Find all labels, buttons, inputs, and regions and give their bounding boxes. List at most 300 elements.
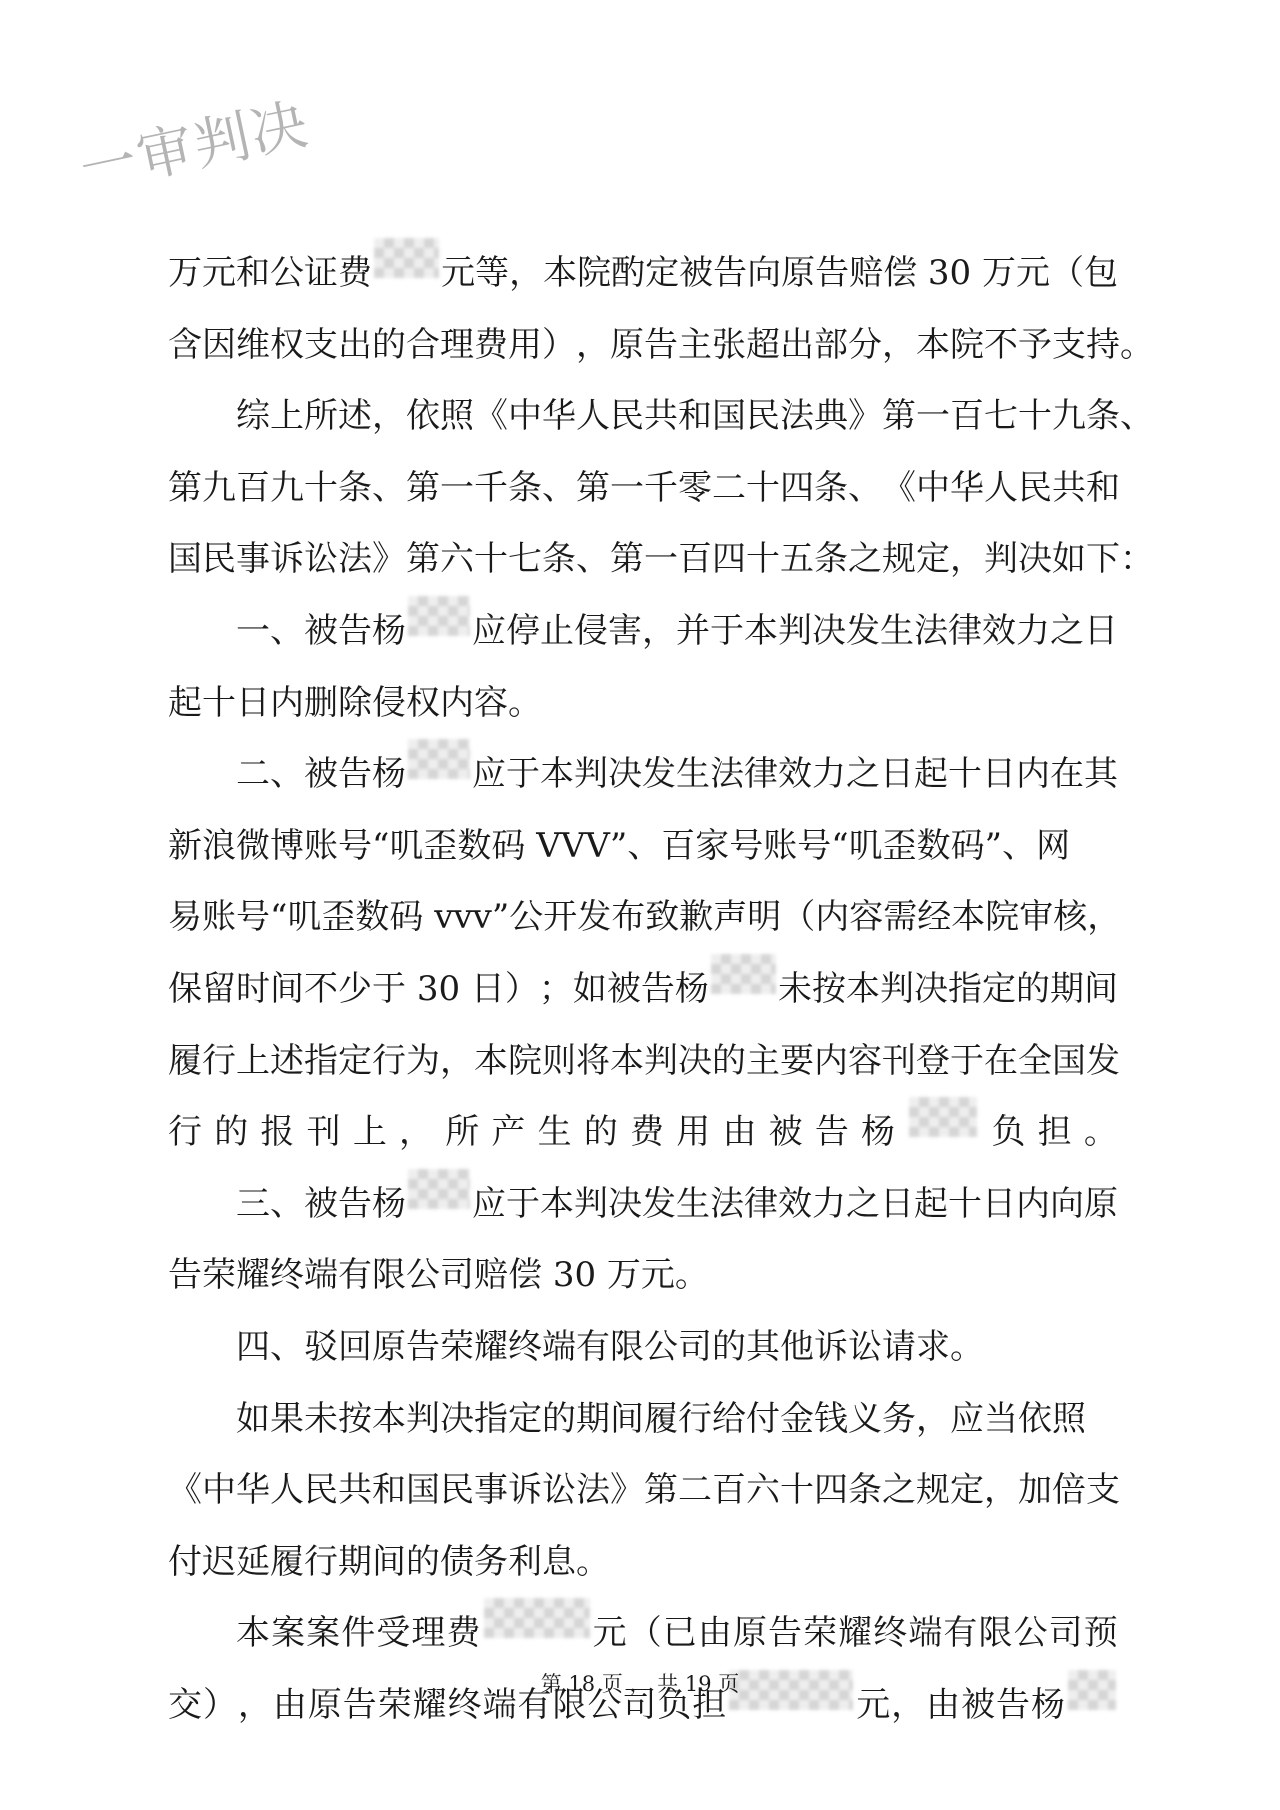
text-char: 的 [542, 1398, 576, 1439]
text-char: 浪 [202, 825, 236, 866]
text-char: 杨 [674, 968, 709, 1009]
text-char: 依 [406, 396, 440, 437]
text-char: 期 [1050, 968, 1084, 1009]
text-char: 定 [338, 1040, 372, 1081]
text-char: 端 [542, 1326, 576, 1367]
text-char: 本 [916, 324, 950, 365]
text-char: 有 [517, 1684, 552, 1725]
text-char: 》 [610, 1470, 644, 1511]
text-char: 号 [236, 897, 270, 938]
text-char: 人 [270, 1470, 304, 1511]
text-char: 全 [1018, 1040, 1052, 1081]
text-char: 九 [202, 467, 236, 508]
text-char: 主 [678, 324, 712, 365]
text-char: 本 [372, 1398, 406, 1439]
text-char: 的 [1016, 968, 1050, 1009]
text-char: 荣 [377, 1684, 412, 1725]
text-char: 照 [440, 396, 474, 437]
text-char: 之 [846, 754, 880, 795]
text-char: 判 [984, 539, 1018, 580]
text-char: 付 [746, 1398, 780, 1439]
text-char [596, 1240, 607, 1312]
text-char: 万 [606, 1255, 641, 1296]
text-char: 期 [576, 1398, 610, 1439]
text-line [168, 1455, 1118, 1527]
page-number-footer: 第 18 页 ， 共 19 页 [540, 1672, 740, 1696]
text-char: 延 [236, 1541, 270, 1582]
text-char: 元 [856, 1684, 891, 1725]
text-char: 偿 [508, 1255, 542, 1296]
text-char: 。 [576, 1541, 610, 1582]
text-char: 费 [630, 1112, 665, 1153]
text-char: 荣 [440, 1326, 474, 1367]
text-char: 3 [927, 253, 950, 293]
text-char: 少 [338, 968, 372, 1009]
text-char: 由 [272, 1684, 307, 1725]
text-char: 支 [1052, 324, 1086, 365]
text-char: 荣 [803, 1613, 838, 1654]
text-char: 二 [712, 467, 746, 508]
text-char: 张 [712, 324, 746, 365]
redacted-mosaic [484, 1598, 590, 1638]
text-char: 效 [778, 1183, 812, 1224]
text-char: 杨 [372, 754, 406, 795]
text-char: ， [642, 610, 676, 651]
redacted-mosaic [408, 1169, 470, 1209]
text-line [168, 1527, 1118, 1599]
text-char: 件 [341, 1613, 376, 1654]
text-char: 生 [880, 610, 914, 651]
text-char: 院 [950, 324, 984, 365]
text-char: 被 [679, 253, 714, 293]
text-char: 一 [610, 467, 644, 508]
text-char: 百 [712, 1470, 746, 1511]
text-char: 分 [848, 324, 882, 365]
text-char: 权 [270, 324, 304, 365]
text-char: 本 [951, 897, 986, 938]
text-char: 履 [168, 1040, 202, 1081]
text-char: 、 [270, 1183, 304, 1224]
text-char: 未 [778, 968, 812, 1009]
text-char: 发 [846, 610, 880, 651]
text-char: 力 [812, 754, 846, 795]
text-char: ， [372, 396, 406, 437]
text-line [168, 811, 1118, 883]
text-char: 司 [678, 1326, 712, 1367]
text-char: 告 [640, 968, 675, 1009]
text-char: 二 [678, 1470, 712, 1511]
text-line [168, 668, 1118, 740]
text-char: 诉 [270, 539, 304, 580]
text-char: 码 [389, 897, 424, 938]
text-char [423, 882, 434, 954]
text-char: 于 [506, 1183, 540, 1224]
text-char: 3 [552, 1255, 575, 1296]
text-char: 应 [950, 1398, 984, 1439]
text-char: ” [491, 897, 510, 938]
text-char: 驳 [304, 1326, 338, 1367]
text-char: 费 [446, 1613, 481, 1654]
text-char: 公 [1013, 1613, 1048, 1654]
text-char: 倍 [1052, 1470, 1086, 1511]
text-char: 效 [982, 610, 1016, 651]
text-line [168, 1384, 1118, 1456]
text-char: 出 [780, 324, 814, 365]
text-char: 按 [338, 1398, 372, 1439]
text-char: 予 [1018, 324, 1052, 365]
text-char: 耀 [412, 1684, 447, 1725]
text-char: 国 [168, 539, 202, 580]
text-char: 司 [622, 1684, 657, 1725]
text-char: 律 [744, 1183, 778, 1224]
text-char: 支 [304, 324, 338, 365]
text-char: 零 [678, 467, 712, 508]
text-char: 律 [744, 754, 778, 795]
text-char: 开 [543, 897, 578, 938]
text-char: 费 [338, 253, 372, 293]
text-char: 费 [474, 324, 508, 365]
text-char: 由 [722, 1112, 757, 1153]
text-char: 于 [372, 968, 406, 1009]
text-char: 》 [372, 539, 406, 580]
text-char: 和 [678, 396, 712, 437]
text-char: 其 [746, 1326, 780, 1367]
text-char: 决 [440, 1398, 474, 1439]
text-char: ， [916, 1398, 950, 1439]
text-char: 之 [848, 539, 882, 580]
text-char: 息 [542, 1541, 576, 1582]
text-char: 条 [508, 467, 542, 508]
text-char: 等 [475, 253, 510, 293]
text-char: 耀 [474, 1326, 508, 1367]
text-char: 第 [610, 539, 644, 580]
text-char: 付 [168, 1541, 202, 1582]
text-char: 应 [472, 610, 506, 651]
text-char: 十 [780, 1470, 814, 1511]
text-char: 判 [644, 1040, 678, 1081]
text-char: 百 [678, 539, 712, 580]
text-char: 限 [610, 1326, 644, 1367]
text-char: 诉 [508, 1470, 542, 1511]
text-char: 十 [474, 539, 508, 580]
text-char: 述 [270, 1040, 304, 1081]
text-char: ” [984, 825, 1003, 866]
text-char: 限 [372, 1255, 406, 1296]
text-char: 百 [661, 825, 696, 866]
text-char: 部 [814, 324, 848, 365]
text-char: 杨 [372, 610, 406, 651]
text-char: 上 [236, 1040, 270, 1081]
text-char: 条 [814, 539, 848, 580]
text-char: 生 [537, 1112, 572, 1153]
text-char: 被 [606, 968, 641, 1009]
text-char: ） [504, 968, 539, 1009]
text-char: 期 [338, 1541, 372, 1582]
text-char [971, 238, 982, 310]
text-char: 回 [338, 1326, 372, 1367]
text-char: 国 [406, 1470, 440, 1511]
text-char: 人 [984, 467, 1018, 508]
text-char: 限 [978, 1613, 1013, 1654]
text-char [542, 1240, 553, 1312]
text-char: 判 [406, 1398, 440, 1439]
text-char: 日 [880, 754, 914, 795]
text-char: 公 [509, 897, 544, 938]
text-char: 。 [1083, 1112, 1118, 1153]
text-char: 所 [304, 396, 338, 437]
text-char: 二 [236, 754, 270, 795]
text-char: 民 [202, 539, 236, 580]
text-char: 其 [1084, 754, 1118, 795]
text-char: 原 [1084, 1183, 1118, 1224]
text-char: 内 [1016, 1183, 1050, 1224]
text-char: 十 [1018, 396, 1052, 437]
text-char: 国 [712, 396, 746, 437]
text-char: 他 [780, 1326, 814, 1367]
text-char: 千 [644, 467, 678, 508]
text-char: 于 [950, 1040, 984, 1081]
text-char: 十 [746, 539, 780, 580]
text-char: 数 [355, 897, 390, 938]
text-char: v [472, 897, 492, 938]
text-char: ， [440, 1040, 474, 1081]
text-char: 易 [168, 897, 202, 938]
text-char: 由 [926, 1684, 961, 1725]
text-char: 。 [950, 1326, 984, 1367]
text-char: 数 [457, 825, 492, 866]
text-char: 百 [950, 396, 984, 437]
text-char: 的 [214, 1112, 249, 1153]
text-char: 留 [202, 968, 236, 1009]
text-char: 定 [982, 968, 1016, 1009]
text-char: 华 [950, 467, 984, 508]
text-char: 权 [406, 682, 440, 723]
text-char: ， [509, 253, 544, 293]
text-char: 偿 [883, 253, 918, 293]
text-char: 《 [168, 1470, 202, 1511]
text-char: “ [270, 897, 288, 938]
text-char: 产 [491, 1112, 526, 1153]
text-char: 理 [411, 1613, 446, 1654]
text-char: 判 [574, 1183, 608, 1224]
text-char: 号 [338, 825, 372, 866]
text-char: 在 [1050, 754, 1084, 795]
text-char: 因 [202, 324, 236, 365]
text-char: 告 [996, 1684, 1031, 1725]
text-char: 人 [576, 396, 610, 437]
text-char: 四 [814, 1470, 848, 1511]
text-char: 有 [576, 1326, 610, 1367]
text-char: 决 [678, 1040, 712, 1081]
text-char: 请 [882, 1326, 916, 1367]
text-char: 赔 [474, 1255, 508, 1296]
text-char: 0 [574, 1255, 597, 1296]
text-char: v [453, 897, 473, 938]
text-char: 如 [1052, 539, 1086, 580]
text-char: 之 [846, 1183, 880, 1224]
text-char: 布 [611, 897, 646, 938]
text-char: 华 [542, 396, 576, 437]
text-char: 用 [508, 324, 542, 365]
text-char: 条 [1086, 396, 1120, 437]
text-char: 的 [583, 1112, 618, 1153]
text-char: 受 [376, 1613, 411, 1654]
text-char: 一 [236, 610, 270, 651]
text-char: 本 [540, 1183, 574, 1224]
text-char: 应 [472, 1183, 506, 1224]
text-char: 杨 [861, 1112, 896, 1153]
text-char: 要 [780, 1040, 814, 1081]
text-char: 十 [304, 467, 338, 508]
text-char: 内 [1016, 754, 1050, 795]
text-char: 博 [270, 825, 304, 866]
text-char: 法 [576, 1470, 610, 1511]
text-char: 当 [984, 1398, 1018, 1439]
text-char: 止 [540, 610, 574, 651]
text-char: 公 [270, 253, 304, 293]
text-char: 日 [880, 1183, 914, 1224]
text-char: 事 [474, 1470, 508, 1511]
text-char: 终 [873, 1613, 908, 1654]
text-char: 限 [552, 1684, 587, 1725]
text-char: 新 [168, 825, 202, 866]
text-char: 叽 [287, 897, 322, 938]
text-char: 告 [644, 324, 678, 365]
text-char: 日 [470, 968, 505, 1009]
text-char: 履 [644, 1398, 678, 1439]
text-char: 诉 [814, 1326, 848, 1367]
text-char: 之 [1050, 610, 1084, 651]
text-char: 七 [508, 539, 542, 580]
text-char: 司 [440, 1255, 474, 1296]
text-char: 害 [608, 610, 642, 651]
text-char: 按 [812, 968, 846, 1009]
redacted-mosaic [374, 238, 439, 278]
text-char: 一 [916, 396, 950, 437]
text-char: 间 [610, 1398, 644, 1439]
text-char: 本 [540, 754, 574, 795]
text-char: 告 [815, 253, 850, 293]
text-char: 、 [270, 1326, 304, 1367]
text-char: 本 [610, 1040, 644, 1081]
text-char: 杨 [372, 1183, 406, 1224]
text-char: 刊 [306, 1112, 341, 1153]
text-char [460, 954, 471, 1026]
text-char: 指 [948, 968, 982, 1009]
text-char: 号 [797, 825, 832, 866]
text-char: 日 [1084, 610, 1118, 651]
text-line [168, 381, 1154, 453]
text-char: 行 [168, 1112, 202, 1153]
text-char: 码 [491, 825, 526, 866]
text-char: 支 [1086, 1470, 1120, 1511]
text-char: 起 [914, 1183, 948, 1224]
text-char: 侵 [372, 682, 406, 723]
text-char: 被 [304, 610, 338, 651]
text-char: 维 [236, 324, 270, 365]
text-char: 合 [406, 324, 440, 365]
text-char: 下 [1086, 539, 1120, 580]
text-char: 发 [1086, 1040, 1120, 1081]
text-char: 内 [270, 682, 304, 723]
text-line [168, 238, 1118, 310]
text-char: 行 [202, 1040, 236, 1081]
text-char: 《 [474, 396, 508, 437]
text-char: 需 [883, 897, 918, 938]
text-char: 本 [474, 1040, 508, 1081]
text-char: 六 [746, 1470, 780, 1511]
text-char: ， [399, 1112, 434, 1153]
text-char: 出 [338, 324, 372, 365]
text-char: 万 [168, 253, 202, 293]
text-char: 生 [676, 754, 710, 795]
text-char: ， [882, 324, 916, 365]
text-char: 并 [676, 610, 710, 651]
text-char: 七 [984, 396, 1018, 437]
redacted-mosaic [909, 1097, 977, 1137]
text-char: 、 [372, 467, 406, 508]
text-char: 终 [270, 1255, 304, 1296]
text-char: 本 [744, 610, 778, 651]
text-char: 求 [916, 1326, 950, 1367]
text-char: ， [576, 324, 610, 365]
text-char: 共 [1052, 467, 1086, 508]
text-char: 由 [697, 1613, 732, 1654]
text-char: 、 [270, 754, 304, 795]
text-char: 》 [848, 396, 882, 437]
text-char: 上 [270, 396, 304, 437]
text-char: 公 [587, 1684, 622, 1725]
text-char: 端 [908, 1613, 943, 1654]
text-char: ， [891, 1684, 926, 1725]
text-char: 务 [882, 1398, 916, 1439]
text-char: 酌 [611, 253, 646, 293]
text-char: 告 [342, 1684, 377, 1725]
text-char: 所 [445, 1112, 480, 1153]
text-char: 条 [542, 539, 576, 580]
text-char: 民 [304, 1470, 338, 1511]
text-char: 、 [576, 539, 610, 580]
text-char: 司 [1048, 1613, 1083, 1654]
text-char: 原 [610, 324, 644, 365]
text-char: 金 [780, 1398, 814, 1439]
text-line [168, 1097, 1118, 1169]
watermark-text: 一审判决 [74, 91, 315, 204]
text-char: 持 [1086, 324, 1120, 365]
text-char: 元 [202, 253, 236, 293]
text-char: 发 [642, 754, 676, 795]
text-char: 《 [882, 467, 916, 508]
text-char: 叽 [848, 825, 883, 866]
text-char: 元 [441, 253, 476, 293]
text-char: 交 [168, 1684, 202, 1725]
text-char: 荣 [202, 1255, 236, 1296]
text-char: 十 [746, 467, 780, 508]
document-body [168, 238, 1154, 1741]
text-char: 十 [948, 1183, 982, 1224]
text-char: 账 [304, 825, 338, 866]
text-char: ； [538, 968, 573, 1009]
text-char: 法 [780, 396, 814, 437]
text-char: 和 [372, 1470, 406, 1511]
text-char: 端 [482, 1684, 517, 1725]
text-char: 事 [236, 539, 270, 580]
text-char: 在 [984, 1040, 1018, 1081]
text-char: 微 [236, 825, 270, 866]
text-char: 履 [270, 1541, 304, 1582]
text-char: 有 [338, 1255, 372, 1296]
text-char: 日 [982, 754, 1016, 795]
